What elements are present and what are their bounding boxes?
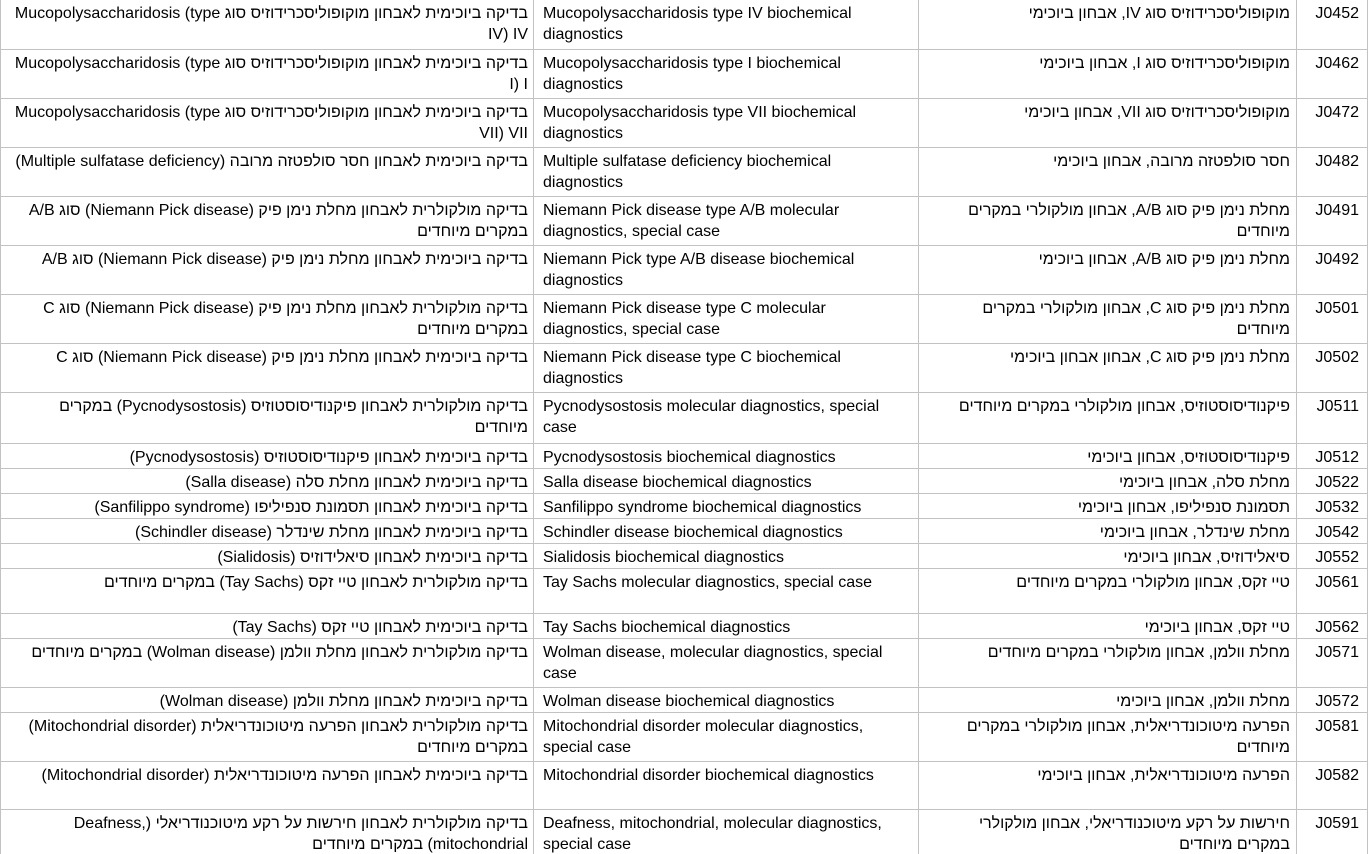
description-he-cell: בדיקה ביוכימית לאבחון טיי זקס (Tay Sachs) [1,613,534,638]
name-en-cell: Tay Sachs biochemical diagnostics [534,613,919,638]
name-en-cell: Niemann Pick disease type A/B molecular diagnostics, special case [534,196,919,245]
name-en-cell: Multiple sulfatase deficiency biochemical diagnostics [534,147,919,196]
table-row [1,638,1368,687]
description-he-cell: בדיקה מולקולרית לאבחון מחלת נימן פיק (Niemann Pick disease) סוג C במקרים מיוחדים [1,294,534,343]
code-cell: J0581 [1297,712,1368,761]
code-cell: J0552 [1297,543,1368,568]
description-he-cell: בדיקה מולקולרית לאבחון מחלת וולמן (Wolman disease) במקרים מיוחדים [1,638,534,687]
short-name-he-cell: מחלת נימן פיק סוג C, אבחון אבחון ביוכימי [919,343,1297,392]
short-name-he-cell: הפרעה מיטוכונדריאלית, אבחון מולקולרי במקרים מיוחדים [919,712,1297,761]
code-cell: J0462 [1297,49,1368,98]
table-row [1,147,1368,196]
name-en-cell: Niemann Pick type A/B disease biochemical diagnostics [534,245,919,294]
description-he-cell: בדיקה ביוכימית לאבחון מחלת וולמן (Wolman disease) [1,687,534,712]
short-name-he-cell: תסמונת סנפיליפו, אבחון ביוכימי [919,493,1297,518]
table-row [1,568,1368,613]
name-en-cell: Mitochondrial disorder molecular diagnostics, special case [534,712,919,761]
short-name-he-cell: פיקנודיסוסטוזיס, אבחון מולקולרי במקרים מיוחדים [919,392,1297,443]
name-en-cell: Mucopolysaccharidosis type IV biochemical diagnostics [534,0,919,49]
description-he-cell: בדיקה מולקולרית לאבחון מחלת נימן פיק (Niemann Pick disease) סוג A/B במקרים מיוחדים [1,196,534,245]
code-cell: J0472 [1297,98,1368,147]
short-name-he-cell: מחלת נימן פיק סוג C, אבחון מולקולרי במקרים מיוחדים [919,294,1297,343]
table-row [1,613,1368,638]
short-name-he-cell: חירשות על רקע מיטוכנודריאלי, אבחון מולקולרי במקרים מיוחדים [919,809,1297,854]
code-cell: J0572 [1297,687,1368,712]
code-cell: J0571 [1297,638,1368,687]
name-en-cell: Mitochondrial disorder biochemical diagnostics [534,761,919,809]
description-he-cell: בדיקה ביוכימית לאבחון מחלת סלה (Salla disease) [1,468,534,493]
table-row [1,809,1368,854]
name-en-cell: Deafness, mitochondrial, molecular diagnostics, special case [534,809,919,854]
short-name-he-cell: מוקופוליסכרידוזיס סוג VII, אבחון ביוכימי [919,98,1297,147]
code-cell: J0522 [1297,468,1368,493]
name-en-cell: Sialidosis biochemical diagnostics [534,543,919,568]
short-name-he-cell: חסר סולפטזה מרובה, אבחון ביוכימי [919,147,1297,196]
description-he-cell: בדיקה מולקולרית לאבחון טיי זקס (Tay Sachs) במקרים מיוחדים [1,568,534,613]
code-cell: J0502 [1297,343,1368,392]
code-cell: J0562 [1297,613,1368,638]
table-row [1,761,1368,809]
name-en-cell: Niemann Pick disease type C molecular diagnostics, special case [534,294,919,343]
table-row [1,712,1368,761]
code-cell: J0492 [1297,245,1368,294]
name-en-cell: Mucopolysaccharidosis type VII biochemical diagnostics [534,98,919,147]
short-name-he-cell: פיקנודיסוסטוזיס, אבחון ביוכימי [919,443,1297,468]
name-en-cell: Pycnodysostosis molecular diagnostics, special case [534,392,919,443]
description-he-cell: בדיקה ביוכימית לאבחון מוקופוליסכרידוזיס סוג Mucopolysaccharidosis (type I) I [1,49,534,98]
table-row [1,543,1368,568]
description-he-cell: בדיקה ביוכימית לאבחון מחלת שינדלר (Schindler disease) [1,518,534,543]
short-name-he-cell: מחלת וולמן, אבחון ביוכימי [919,687,1297,712]
name-en-cell: Wolman disease biochemical diagnostics [534,687,919,712]
table-row [1,98,1368,147]
table-row [1,245,1368,294]
code-cell: J0491 [1297,196,1368,245]
code-cell: J0511 [1297,392,1368,443]
table-row [1,468,1368,493]
description-he-cell: בדיקה ביוכימית לאבחון חסר סולפטזה מרובה (Multiple sulfatase deficiency) [1,147,534,196]
table-row [1,443,1368,468]
short-name-he-cell: מחלת נימן פיק סוג A/B, אבחון מולקולרי במקרים מיוחדים [919,196,1297,245]
code-cell: J0542 [1297,518,1368,543]
codes-table-body [1,0,1368,854]
code-cell: J0582 [1297,761,1368,809]
table-row [1,493,1368,518]
description-he-cell: בדיקה ביוכימית לאבחון מוקופוליסכרידוזיס סוג Mucopolysaccharidosis (type VII) VII [1,98,534,147]
table-row [1,196,1368,245]
description-he-cell: בדיקה ביוכימית לאבחון מחלת נימן פיק (Niemann Pick disease) סוג A/B [1,245,534,294]
description-he-cell: בדיקה מולקולרית לאבחון פיקנודיסוסטוזיס (Pycnodysostosis) במקרים מיוחדים [1,392,534,443]
code-cell: J0452 [1297,0,1368,49]
name-en-cell: Salla disease biochemical diagnostics [534,468,919,493]
name-en-cell: Sanfilippo syndrome biochemical diagnostics [534,493,919,518]
description-he-cell: בדיקה מולקולרית לאבחון חירשות על רקע מיטוכנודריאלי (Deafness, mitochondrial) במקרים מיוחדים [1,809,534,854]
short-name-he-cell: מחלת נימן פיק סוג A/B, אבחון ביוכימי [919,245,1297,294]
description-he-cell: בדיקה מולקולרית לאבחון הפרעה מיטוכונדריאלית (Mitochondrial disorder) במקרים מיוחדים [1,712,534,761]
description-he-cell: בדיקה ביוכימית לאבחון סיאלידוזיס (Sialidosis) [1,543,534,568]
description-he-cell: בדיקה ביוכימית לאבחון פיקנודיסוסטוזיס (Pycnodysostosis) [1,443,534,468]
table-row [1,294,1368,343]
short-name-he-cell: מוקופוליסכרידוזיס סוג I, אבחון ביוכימי [919,49,1297,98]
code-cell: J0591 [1297,809,1368,854]
table-row [1,49,1368,98]
short-name-he-cell: מחלת שינדלר, אבחון ביוכימי [919,518,1297,543]
short-name-he-cell: טיי זקס, אבחון ביוכימי [919,613,1297,638]
code-cell: J0532 [1297,493,1368,518]
name-en-cell: Tay Sachs molecular diagnostics, special case [534,568,919,613]
name-en-cell: Pycnodysostosis biochemical diagnostics [534,443,919,468]
code-cell: J0482 [1297,147,1368,196]
code-cell: J0512 [1297,443,1368,468]
short-name-he-cell: מחלת סלה, אבחון ביוכימי [919,468,1297,493]
table-row [1,343,1368,392]
description-he-cell: בדיקה ביוכימית לאבחון מוקופוליסכרידוזיס סוג Mucopolysaccharidosis (type IV) IV [1,0,534,49]
short-name-he-cell: סיאלידוזיס, אבחון ביוכימי [919,543,1297,568]
short-name-he-cell: טיי זקס, אבחון מולקולרי במקרים מיוחדים [919,568,1297,613]
name-en-cell: Niemann Pick disease type C biochemical diagnostics [534,343,919,392]
name-en-cell: Mucopolysaccharidosis type I biochemical diagnostics [534,49,919,98]
table-row [1,0,1368,49]
table-row [1,518,1368,543]
short-name-he-cell: מוקופוליסכרידוזיס סוג IV, אבחון ביוכימי [919,0,1297,49]
table-row [1,392,1368,443]
description-he-cell: בדיקה ביוכימית לאבחון הפרעה מיטוכונדריאלית (Mitochondrial disorder) [1,761,534,809]
code-cell: J0501 [1297,294,1368,343]
table-row [1,687,1368,712]
description-he-cell: בדיקה ביוכימית לאבחון מחלת נימן פיק (Niemann Pick disease) סוג C [1,343,534,392]
short-name-he-cell: מחלת וולמן, אבחון מולקולרי במקרים מיוחדים [919,638,1297,687]
name-en-cell: Wolman disease, molecular diagnostics, special case [534,638,919,687]
code-cell: J0561 [1297,568,1368,613]
description-he-cell: בדיקה ביוכימית לאבחון תסמונת סנפיליפו (Sanfilippo syndrome) [1,493,534,518]
short-name-he-cell: הפרעה מיטוכונדריאלית, אבחון ביוכימי [919,761,1297,809]
name-en-cell: Schindler disease biochemical diagnostics [534,518,919,543]
